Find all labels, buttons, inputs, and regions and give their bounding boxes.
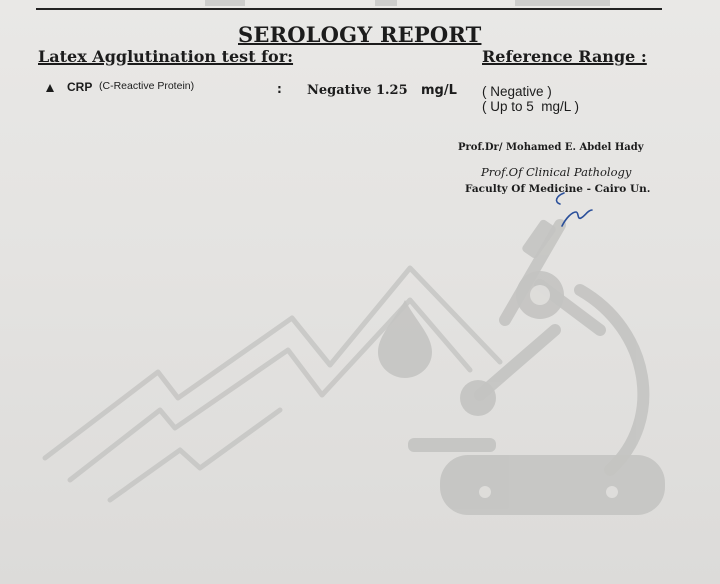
- report-title: SEROLOGY REPORT: [238, 22, 482, 47]
- signatory-name: Prof.Dr/ Mohamed E. Abdel Hady: [458, 142, 644, 153]
- signatory-title: Prof.Of Clinical Pathology: [481, 165, 632, 179]
- test-row: [0, 80, 720, 130]
- reference-range-line1: ( Negative ): [482, 84, 552, 99]
- reference-range-line2: ( Up to 5 mg/L ): [482, 99, 580, 114]
- test-method-heading: Latex Agglutination test for:: [38, 47, 294, 66]
- test-unit: mg/L: [421, 83, 457, 98]
- test-separator: :: [277, 82, 282, 96]
- handwritten-signature: [548, 190, 608, 235]
- triangle-bullet-icon: [46, 84, 54, 92]
- reference-range-heading: Reference Range :: [482, 47, 647, 66]
- test-full-name: (C-Reactive Protein): [99, 80, 195, 92]
- test-code: CRP: [67, 80, 93, 94]
- signatory-institution: Faculty Of Medicine - Cairo Un.: [465, 183, 651, 195]
- test-result: Negative 1.25: [307, 83, 408, 98]
